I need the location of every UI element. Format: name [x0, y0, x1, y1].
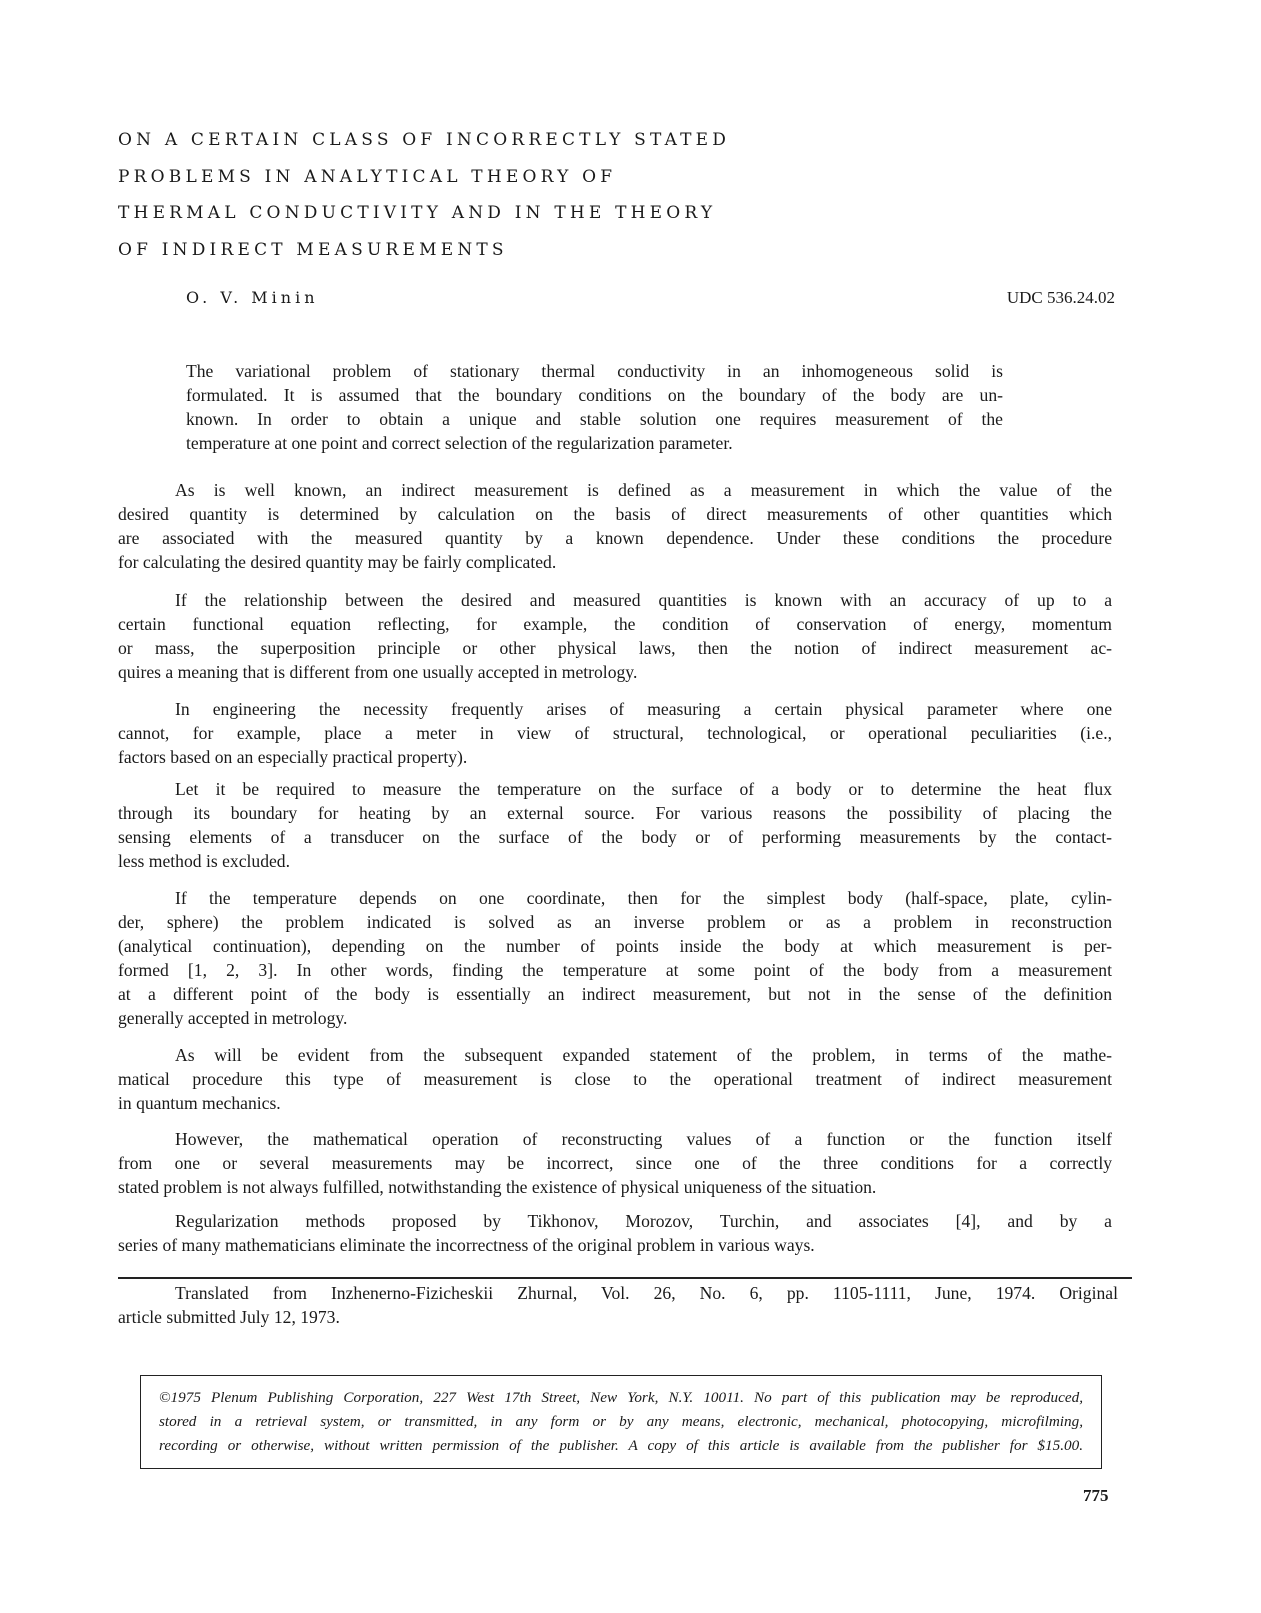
title-line: OF INDIRECT MEASUREMENTS [118, 240, 508, 260]
paragraph [118, 777, 1112, 873]
title-line: PROBLEMS IN ANALYTICAL THEORY OF [118, 167, 617, 187]
paragraph [118, 478, 1112, 574]
text-line: in quantum mechanics. [118, 1093, 281, 1113]
text-line: recording or otherwise, without written permission of the publisher. A copy of this article is available from the publisher for $15.00. [159, 1437, 1083, 1454]
abstract [186, 359, 1003, 455]
text-line: series of many mathematicians eliminate the incorrectness of the original problem in various ways. [118, 1235, 815, 1255]
footnote-rule [118, 1277, 1132, 1279]
text-line: der, sphere) the problem indicated is solved as an inverse problem or as a problem in reconstruction [118, 912, 1112, 932]
text-line: temperature at one point and correct selection of the regularization parameter. [186, 433, 733, 453]
author-name: O. V. Minin [186, 288, 319, 307]
text-line: The variational problem of stationary thermal conductivity in an inhomogeneous solid is [186, 361, 1003, 381]
text-line: quires a meaning that is different from one usually accepted in metrology. [118, 662, 638, 682]
text-line: ©1975 Plenum Publishing Corporation, 227 West 17th Street, New York, N.Y. 10011. No part of this publication may be reproduced, [159, 1389, 1083, 1406]
text-line: cannot, for example, place a meter in view of structural, technological, or operational peculiarities (i.e., [118, 723, 1112, 743]
text-line: formulated. It is assumed that the boundary conditions on the boundary of the body are un- [186, 385, 1003, 405]
text-line: As will be evident from the subsequent expanded statement of the problem, in terms of the mathe- [175, 1045, 1112, 1065]
text-line: In engineering the necessity frequently arises of measuring a certain physical parameter where one [175, 699, 1112, 719]
text-line: However, the mathematical operation of reconstructing values of a function or the function itself [175, 1129, 1112, 1149]
text-line: Translated from Inzhenerno-Fizicheskii Zhurnal, Vol. 26, No. 6, pp. 1105-1111, June, 1974. Original [175, 1283, 1118, 1303]
text-line: stored in a retrieval system, or transmitted, in any form or by any means, electronic, mechanical, photocopying, microfilming, [159, 1413, 1083, 1430]
text-line: sensing elements of a transducer on the surface of the body or of performing measurements by the contact- [118, 827, 1112, 847]
text-line: are associated with the measured quantity by a known dependence. Under these conditions the procedure [118, 528, 1112, 548]
copyright-notice [159, 1386, 1083, 1458]
paragraph [118, 1043, 1112, 1115]
text-line: stated problem is not always fulfilled, notwithstanding the existence of physical uniqueness of the situation. [118, 1177, 877, 1197]
text-line: formed [1, 2, 3]. In other words, finding the temperature at some point of the body from a measurement [118, 960, 1112, 980]
title-line: THERMAL CONDUCTIVITY AND IN THE THEORY [118, 203, 717, 223]
text-line: less method is excluded. [118, 851, 290, 871]
text-line: (analytical continuation), depending on the number of points inside the body at which measurement is per- [118, 936, 1112, 956]
text-line: factors based on an especially practical property). [118, 747, 468, 767]
paragraph [118, 1127, 1112, 1199]
text-line: desired quantity is determined by calculation on the basis of direct measurements of other quantities which [118, 504, 1112, 524]
copyright-box [140, 1375, 1102, 1469]
text-line: matical procedure this type of measurement is close to the operational treatment of indirect measurement [118, 1069, 1112, 1089]
text-line: If the temperature depends on one coordinate, then for the simplest body (half-space, plate, cylin- [175, 888, 1112, 908]
text-line: If the relationship between the desired and measured quantities is known with an accuracy of up to a [175, 590, 1112, 610]
text-line: Let it be required to measure the temperature on the surface of a body or to determine the heat flux [175, 779, 1112, 799]
text-line: certain functional equation reflecting, for example, the condition of conservation of energy, momentum [118, 614, 1112, 634]
text-line: known. In order to obtain a unique and stable solution one requires measurement of the [186, 409, 1003, 429]
text-line: generally accepted in metrology. [118, 1008, 348, 1028]
text-line: for calculating the desired quantity may be fairly complicated. [118, 552, 557, 572]
udc-code: UDC 536.24.02 [1006, 288, 1115, 307]
paragraph [118, 697, 1112, 769]
text-line: at a different point of the body is essentially an indirect measurement, but not in the sense of the definition [118, 984, 1112, 1004]
title-line: ON A CERTAIN CLASS OF INCORRECTLY STATED [118, 130, 731, 150]
text-line: Regularization methods proposed by Tikhonov, Morozov, Turchin, and associates [4], and by a [175, 1211, 1112, 1231]
text-line: through its boundary for heating by an external source. For various reasons the possibility of placing the [118, 803, 1112, 823]
paragraph [118, 1209, 1112, 1257]
paragraph [118, 886, 1112, 1030]
text-line: or mass, the superposition principle or other physical laws, then the notion of indirect measurement ac- [118, 638, 1112, 658]
text-line: As is well known, an indirect measurement is defined as a measurement in which the value of the [175, 480, 1112, 500]
paragraph [118, 588, 1112, 684]
footnote [118, 1281, 1118, 1329]
text-line: from one or several measurements may be incorrect, since one of the three conditions for a correctly [118, 1153, 1112, 1173]
text-line: article submitted July 12, 1973. [118, 1307, 340, 1327]
page-number: 775 [1083, 1486, 1109, 1505]
